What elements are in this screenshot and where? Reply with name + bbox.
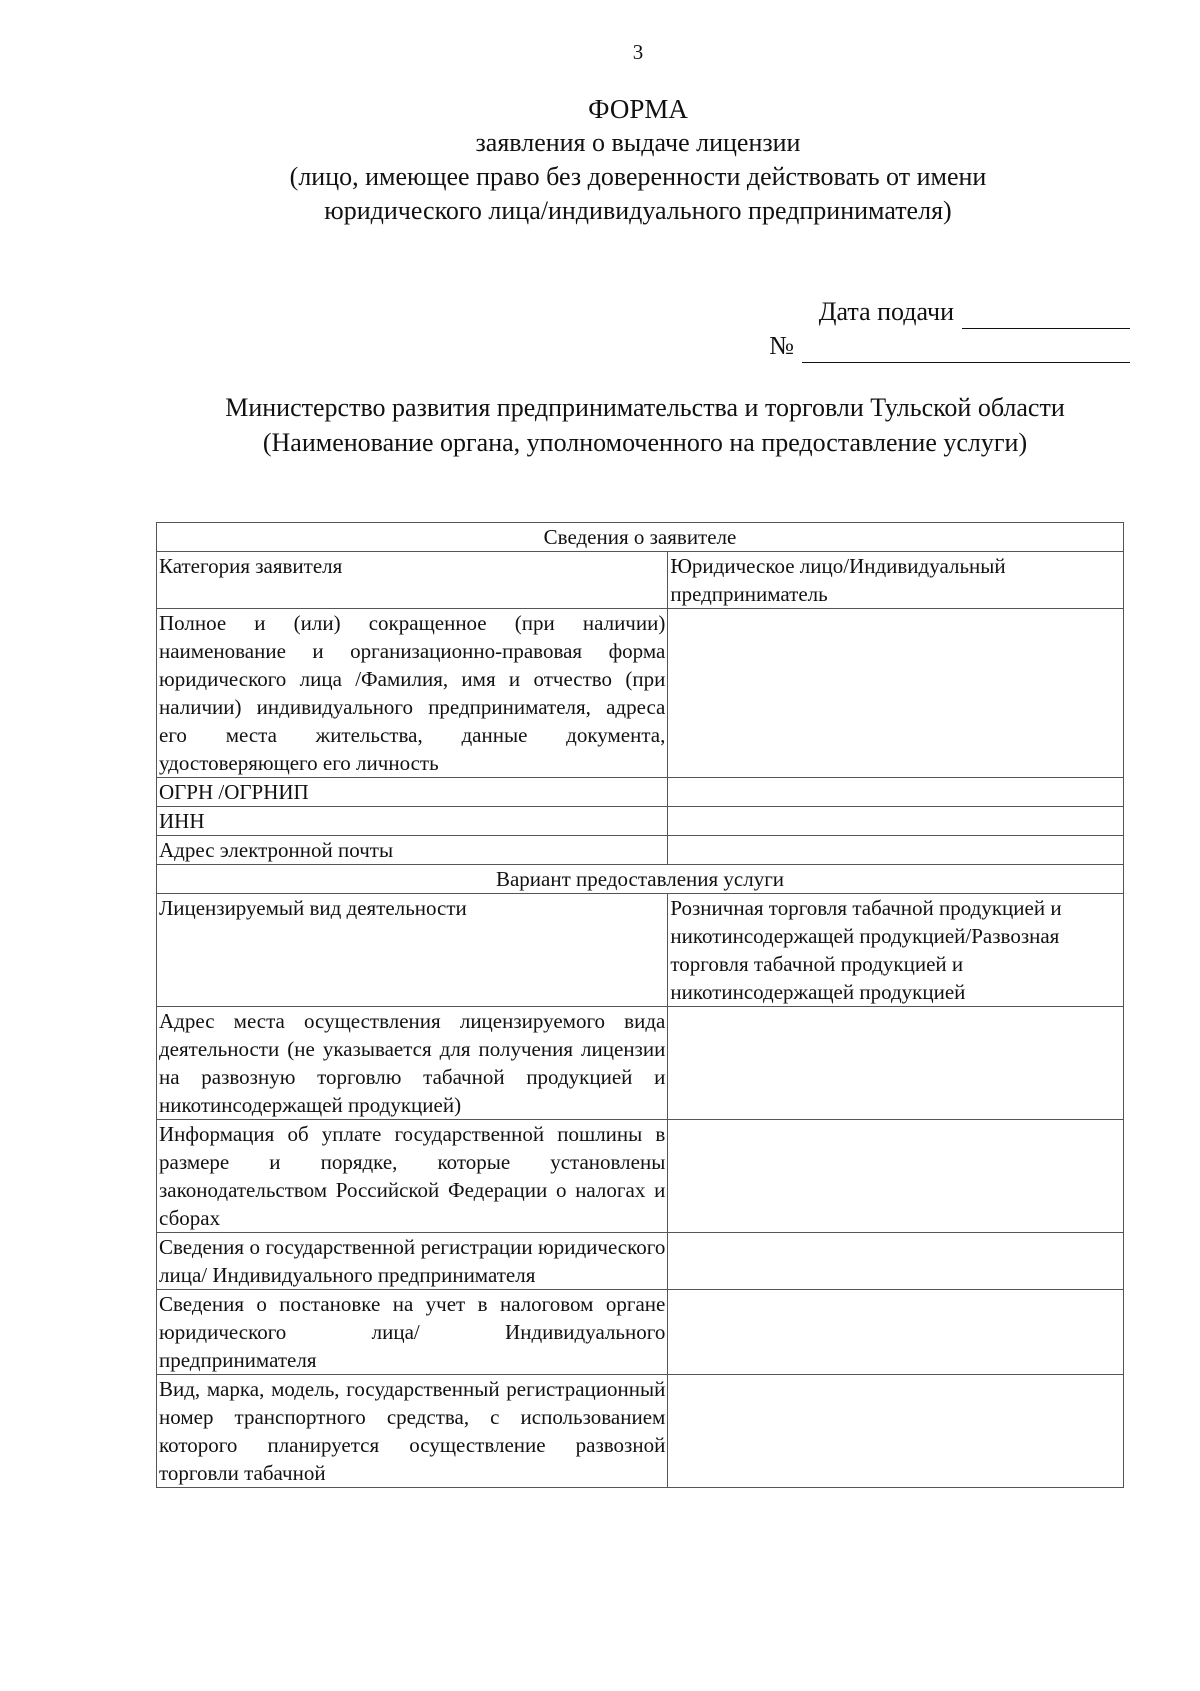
table-row	[157, 894, 1124, 1007]
submission-number-field[interactable]	[802, 338, 1130, 363]
section-service-variant-title: Вариант предоставления услуги	[157, 865, 1124, 894]
row-value-field[interactable]	[668, 1233, 1124, 1290]
table-row	[157, 1120, 1124, 1233]
table-row	[157, 609, 1124, 778]
form-header	[0, 92, 1200, 228]
row-value-field[interactable]	[668, 1120, 1124, 1233]
row-value-field[interactable]	[668, 609, 1124, 778]
table-row	[157, 836, 1124, 865]
table-section-row	[157, 865, 1124, 894]
row-value-field[interactable]	[668, 807, 1124, 836]
row-value-field[interactable]	[668, 1290, 1124, 1375]
row-label: Сведения о постановке на учет в налоговом органе юридического лица/ Индивидуального предпринимателя	[157, 1290, 668, 1375]
table-section-row	[157, 523, 1124, 552]
table-row	[157, 807, 1124, 836]
form-subtitle-line3: (лицо, имеющее право без доверенности действовать от имени	[289, 162, 987, 191]
row-value-field[interactable]	[668, 778, 1124, 807]
form-subtitle-line4: юридического лица/индивидуального предпринимателя)	[324, 196, 952, 225]
row-label: ИНН	[157, 807, 668, 836]
form-subtitle: заявления о выдаче лицензии	[475, 128, 801, 157]
table-row	[157, 1233, 1124, 1290]
table-row	[157, 1290, 1124, 1375]
row-label: Адрес места осуществления лицензируемого вида деятельности (не указывается для получения лицензии на развозную торговлю табачной продукцией и никотинсодержащей продукцией)	[157, 1007, 668, 1120]
submission-date-label: Дата подачи	[818, 297, 954, 326]
row-value-field[interactable]	[668, 1007, 1124, 1120]
submission-date-field[interactable]	[962, 304, 1130, 329]
row-value-field[interactable]	[668, 836, 1124, 865]
row-value: Юридическое лицо/Индивидуальный предприниматель	[668, 552, 1124, 609]
section-applicant-title: Сведения о заявителе	[157, 523, 1124, 552]
row-value: Розничная торговля табачной продукцией и никотинсодержащей продукцией/Развозная торговля табачной продукцией и никотинсодержащей продукцией	[668, 894, 1124, 1007]
row-label: Информация об уплате государственной пошлины в размере и порядке, которые установлены законодательством Российской Федерации о налогах и сборах	[157, 1120, 668, 1233]
page-number: 3	[632, 40, 644, 64]
authority-block	[0, 390, 1200, 460]
table-row	[157, 1375, 1124, 1488]
authority-name: Министерство развития предпринимательства и торговли Тульской области	[225, 393, 1065, 422]
row-label: Вид, марка, модель, государственный регистрационный номер транспортного средства, с использованием которого планируется осуществление развозной торговли табачной	[157, 1375, 668, 1488]
submission-number-label: №	[769, 331, 794, 360]
row-label: Категория заявителя	[157, 552, 668, 609]
row-label: Адрес электронной почты	[157, 836, 668, 865]
row-label: ОГРН /ОГРНИП	[157, 778, 668, 807]
table-row	[157, 1007, 1124, 1120]
submission-block	[769, 295, 1130, 363]
row-label: Сведения о государственной регистрации юридического лица/ Индивидуального предпринимателя	[157, 1233, 668, 1290]
row-label: Лицензируемый вид деятельности	[157, 894, 668, 1007]
row-label: Полное и (или) сокращенное (при наличии) наименование и организационно-правовая форма юридического лица /Фамилия, имя и отчество (при наличии) индивидуального предпринимателя, адреса его места жительства, данные документа, удостоверяющего его личность	[157, 609, 668, 778]
table-row	[157, 778, 1124, 807]
form-title: ФОРМА	[588, 94, 688, 124]
table-row	[157, 552, 1124, 609]
row-value-field[interactable]	[668, 1375, 1124, 1488]
application-table	[156, 522, 1124, 1488]
authority-caption: (Наименование органа, уполномоченного на предоставление услуги)	[262, 428, 1028, 457]
